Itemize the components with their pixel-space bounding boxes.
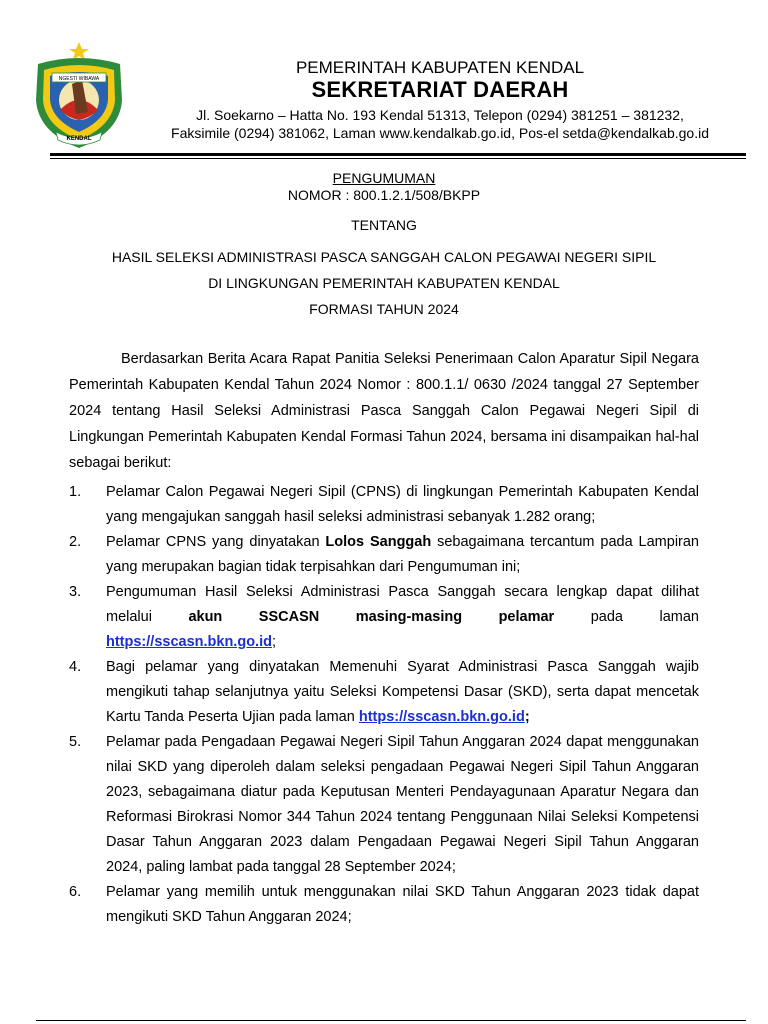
title-block <box>40 170 728 322</box>
list-item-text: Pelamar CPNS yang dinyatakan Lolos Sanggah sebagaimana tercantum pada Lampiran yang merupakan bagian tidak terpisahkan dari Pengumuman ini; <box>106 534 699 575</box>
letterhead-divider-thick <box>50 153 746 156</box>
list-item-text: Pengumuman Hasil Seleksi Administrasi Pasca Sanggah secara lengkap dapat dilihat melalui akun SSCASN masing-masing pelamar pada laman https://sscasn.bkn.go.id; <box>106 584 699 650</box>
intro-paragraph: Berdasarkan Berita Acara Rapat Panitia Seleksi Penerimaan Calon Aparatur Sipil Negara Pemerintah Kabupaten Kendal Tahun 2024 Nomor : 800.1.1/ 0630 /2024 tanggal 27 September 2024 tentang Hasil Seleksi Administrasi Pasca Sanggah Calon Pegawai Negeri Sipil di Lingkungan Pemerintah Kabupaten Kendal Formasi Tahun 2024, bersama ini disampaikan hal-hal sebagai berikut: <box>69 351 699 471</box>
announcement-list <box>69 480 699 930</box>
list-item <box>69 480 699 530</box>
sscasn-link[interactable]: https://sscasn.bkn.go.id <box>358 709 525 725</box>
list-item <box>69 580 699 655</box>
subject-line-2: DI LINGKUNGAN PEMERINTAH KABUPATEN KENDAL <box>208 275 560 291</box>
list-item-text: Pelamar yang memilih untuk menggunakan nilai SKD Tahun Anggaran 2023 tidak dapat mengikuti SKD Tahun Anggaran 2024; <box>106 884 699 925</box>
list-item-number: 2. <box>69 534 82 550</box>
about-heading: TENTANG <box>351 217 417 233</box>
list-item <box>69 655 699 730</box>
address-line-2: Faksimile (0294) 381062, Laman www.kendalkab.go.id, Pos-el setda@kendalkab.go.id <box>171 125 709 141</box>
list-item-text: Bagi pelamar yang dinyatakan Memenuhi Syarat Administrasi Pasca Sanggah wajib mengikuti tahap selanjutnya yaitu Seleksi Kompetensi Dasar (SKD), serta dapat mencetak Kartu Tanda Peserta Ujian pada laman https://sscasn.bkn.go.id; <box>106 659 699 725</box>
list-item <box>69 530 699 580</box>
emblem-star-icon <box>69 42 89 60</box>
list-item-number: 3. <box>69 584 82 600</box>
sscasn-link[interactable]: https://sscasn.bkn.go.id <box>106 634 272 650</box>
list-item-number: 1. <box>69 484 82 500</box>
emblem-banner-text: NGESTI WIBAWA <box>58 76 100 82</box>
list-item <box>69 880 699 930</box>
letterhead <box>120 58 760 142</box>
list-item <box>69 730 699 880</box>
lolos-sanggah-emphasis: Lolos Sanggah <box>325 534 432 550</box>
page-bottom-rule <box>36 1020 746 1021</box>
government-name: PEMERINTAH KABUPATEN KENDAL <box>295 58 585 77</box>
subject-line-1: HASIL SELEKSI ADMINISTRASI PASCA SANGGAH CALON PEGAWAI NEGERI SIPIL <box>111 249 657 265</box>
emblem-bottom-text: KENDAL <box>66 136 92 142</box>
list-item-text: Pelamar Calon Pegawai Negeri Sipil (CPNS) di lingkungan Pemerintah Kabupaten Kendal yang mengajukan sanggah hasil seleksi administrasi sebanyak 1.282 orang; <box>106 484 699 525</box>
letterhead-divider-thin <box>50 158 746 159</box>
announcement-heading: PENGUMUMAN <box>332 170 436 186</box>
secretariat-name: SEKRETARIAT DAERAH <box>311 77 569 102</box>
list-item-text: Pelamar pada Pengadaan Pegawai Negeri Sipil Tahun Anggaran 2024 dapat menggunakan nilai SKD yang diperoleh dalam seleksi pengadaan Pegawai Negeri Sipil Tahun Anggaran 2023, sebagaimana diatur pada Keputusan Menteri Pendayagunaan Aparatur Negara dan Reformasi Birokrasi Nomor 344 Tahun 2024 tentang Penggunaan Nilai Seleksi Kompetensi Dasar Tahun Anggaran 2023 dalam Pengadaan Pegawai Negeri Sipil Tahun Anggaran 2024, paling lambat pada tanggal 28 September 2024; <box>106 734 699 875</box>
address-line-1: Jl. Soekarno – Hatta No. 193 Kendal 51313, Telepon (0294) 381251 – 381232, <box>196 107 684 123</box>
subject-line-3: FORMASI TAHUN 2024 <box>309 301 459 317</box>
list-item-number: 6. <box>69 884 82 900</box>
kendal-emblem-logo <box>30 40 128 152</box>
announcement-number: NOMOR : 800.1.2.1/508/BKPP <box>287 187 481 203</box>
list-item-number: 4. <box>69 659 82 675</box>
list-item-number: 5. <box>69 734 82 750</box>
